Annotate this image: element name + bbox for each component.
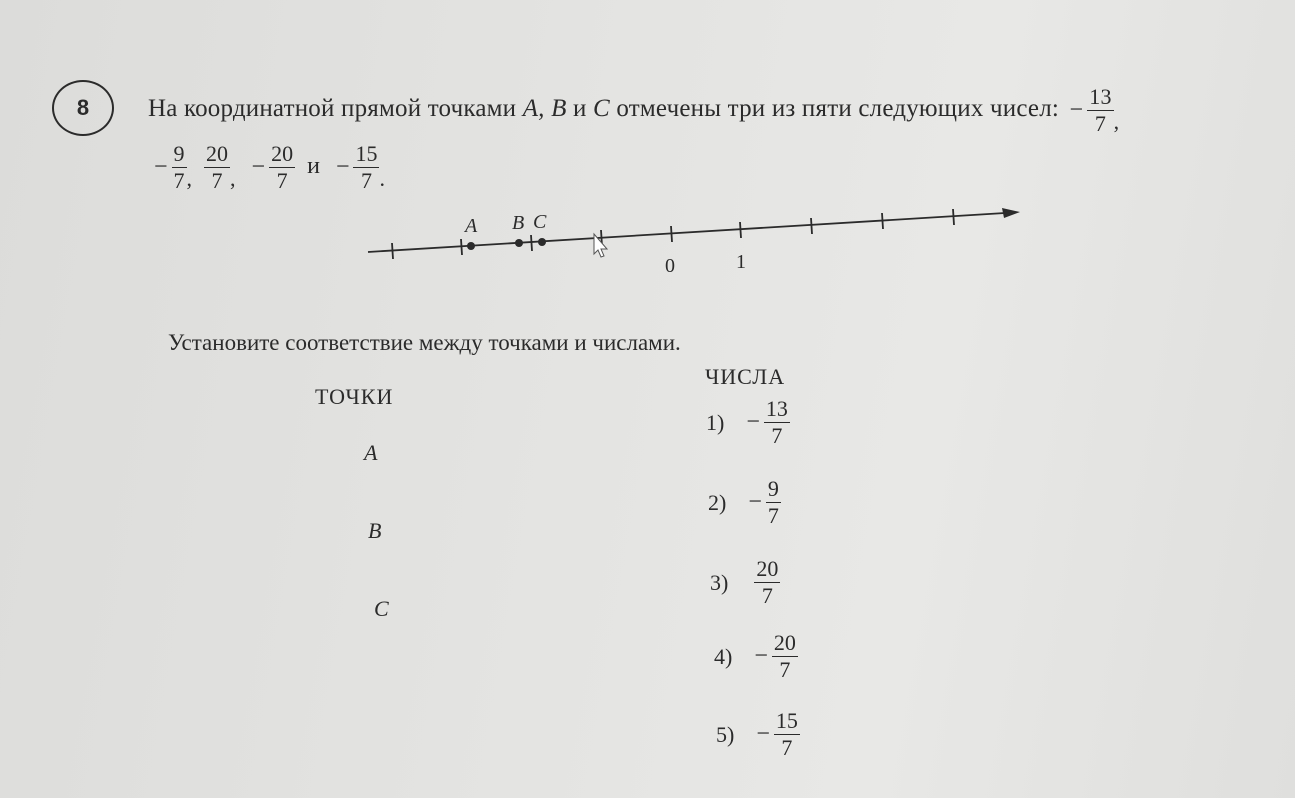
tick-zero xyxy=(671,226,672,242)
fraction-3-den: 7 xyxy=(211,168,223,193)
option-5-den: 7 xyxy=(781,735,793,760)
option-2-sign: − xyxy=(748,489,762,515)
option-3-den: 7 xyxy=(761,583,773,608)
points-header: ТОЧКИ xyxy=(315,384,394,409)
option-3-num: 20 xyxy=(756,556,779,581)
tick xyxy=(461,239,462,255)
point-a-label: A xyxy=(465,215,478,237)
point-c-dot xyxy=(538,238,546,246)
option-4-num: 20 xyxy=(773,630,796,655)
fraction-1-num: 13 xyxy=(1089,84,1112,109)
option-4-index: 4) xyxy=(714,643,733,669)
task-number: 8 xyxy=(76,95,90,120)
point-c-label: C xyxy=(533,211,547,233)
label-point-b: B xyxy=(551,95,567,123)
option-1-den: 7 xyxy=(771,423,783,448)
fraction-5-num: 15 xyxy=(355,141,378,166)
tick xyxy=(953,209,954,225)
fraction-5-den: 7 xyxy=(360,168,372,193)
option-4-sign: − xyxy=(754,643,768,669)
option-5-sign: − xyxy=(756,721,770,747)
tick xyxy=(882,213,883,229)
numbers-header: ЧИСЛА xyxy=(705,364,786,389)
fraction-2-sep: , xyxy=(186,166,193,191)
fraction-1-den: 7 xyxy=(1094,111,1107,136)
tick xyxy=(392,243,393,259)
option-4-den: 7 xyxy=(779,657,791,682)
fraction-2-sign: − xyxy=(154,154,168,180)
option-2-num: 9 xyxy=(767,476,779,501)
tick xyxy=(811,218,812,234)
task-conj: и xyxy=(573,95,587,123)
axis-arrow xyxy=(1002,208,1020,218)
tick-one xyxy=(740,222,741,238)
task-text-before: На координатной прямой точками xyxy=(148,95,517,123)
point-b-dot xyxy=(515,239,523,247)
point-item-b: B xyxy=(368,518,382,543)
option-2 xyxy=(708,478,781,527)
point-item-a: A xyxy=(364,440,378,465)
task-last-conj: и xyxy=(307,153,320,180)
fraction-5-sep: . xyxy=(379,166,385,191)
option-1-sign: − xyxy=(746,409,760,435)
tick xyxy=(531,235,532,251)
option-3 xyxy=(710,558,780,607)
fraction-1-sign: − xyxy=(1069,97,1084,123)
option-5 xyxy=(716,710,800,759)
fraction-3-num: 20 xyxy=(206,141,229,166)
fraction-1-sep: , xyxy=(1113,109,1120,134)
point-a-dot xyxy=(467,242,475,250)
option-2-fraction xyxy=(766,478,781,527)
fraction-5-sign: − xyxy=(335,154,350,180)
label-point-a: A, xyxy=(522,95,545,123)
axis-line xyxy=(368,213,1005,252)
option-2-index: 2) xyxy=(708,489,727,515)
option-3-fraction xyxy=(754,558,780,607)
option-2-den: 7 xyxy=(767,503,779,528)
option-3-index: 3) xyxy=(710,569,729,595)
option-4-fraction xyxy=(772,632,798,681)
fraction-4-sign: − xyxy=(251,154,266,180)
option-1-num: 13 xyxy=(765,396,788,421)
task-text-after: отмечены три из пяти следующих чисел: xyxy=(616,95,1060,123)
point-item-c: C xyxy=(374,596,389,621)
option-5-fraction xyxy=(774,710,800,759)
number-line xyxy=(0,0,1295,300)
option-5-num: 15 xyxy=(775,708,798,733)
instruction-text: Установите соответствие между точками и числами. xyxy=(168,330,681,355)
tick-label-zero: 0 xyxy=(665,255,675,277)
option-4 xyxy=(714,632,798,681)
option-1-index: 1) xyxy=(706,409,725,435)
fraction-4-den: 7 xyxy=(276,168,288,193)
option-1 xyxy=(706,398,790,447)
fraction-4-num: 20 xyxy=(271,141,294,166)
label-point-c: C xyxy=(593,95,610,123)
option-1-fraction xyxy=(764,398,790,447)
tick-label-one: 1 xyxy=(736,251,746,273)
fraction-2-den: 7 xyxy=(173,168,185,193)
point-b-label: B xyxy=(512,212,525,234)
fraction-2-num: 9 xyxy=(173,141,185,166)
fraction-3-sep: , xyxy=(230,166,236,191)
option-5-index: 5) xyxy=(716,721,735,747)
